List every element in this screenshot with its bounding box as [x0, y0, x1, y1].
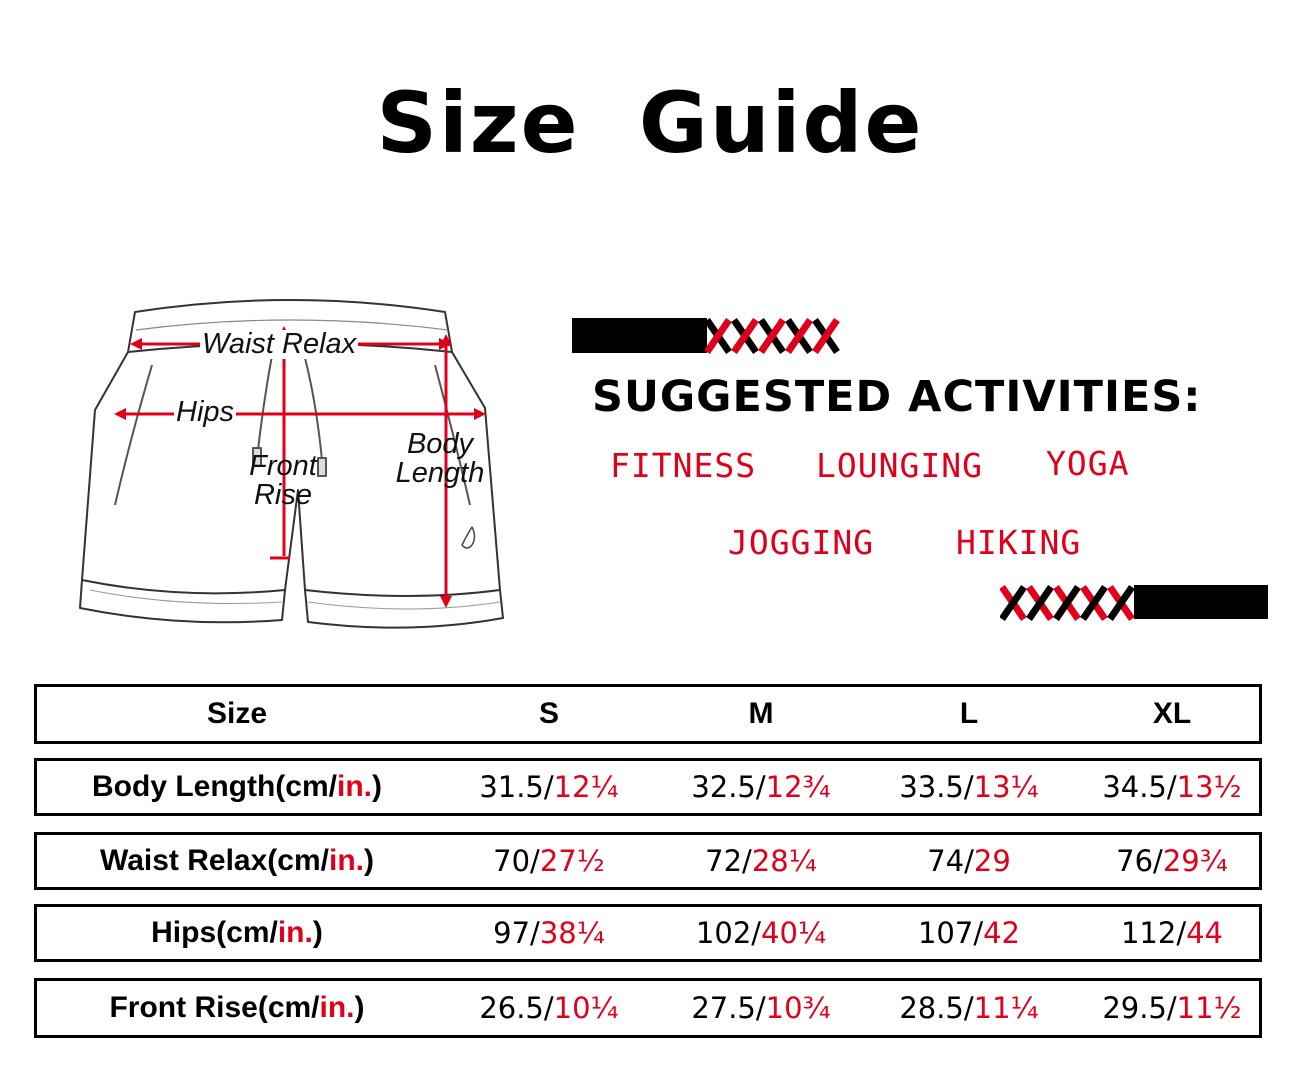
- cm-value: 27.5/: [691, 991, 766, 1025]
- inch-value: 11¼: [973, 991, 1039, 1025]
- inch-value: 27½: [539, 844, 605, 878]
- cm-value: 72/: [705, 844, 752, 878]
- row-label-prefix: Body Length(cm/: [92, 770, 337, 803]
- cm-value: 97/: [493, 916, 540, 950]
- cross-marks-bottom: [1000, 585, 1140, 621]
- size-m-header: M: [748, 697, 774, 730]
- value-cell: [661, 835, 861, 887]
- inch-value: 29¾: [1162, 844, 1228, 878]
- cm-value: 33.5/: [899, 770, 974, 804]
- row-label-prefix: Front Rise(cm/: [109, 991, 320, 1024]
- row-label-unit: in.: [337, 770, 372, 803]
- row-label-prefix: Waist Relax(cm/: [100, 844, 329, 877]
- page-title: Size Guide: [376, 74, 924, 172]
- inch-value: 13¼: [973, 770, 1039, 804]
- cm-value: 34.5/: [1102, 770, 1177, 804]
- activity-jogging: JOGGING: [728, 523, 875, 562]
- inch-value: 42: [983, 916, 1021, 950]
- cm-value: 107/: [917, 916, 984, 950]
- front-rise-label: Front Rise: [249, 450, 317, 511]
- size-l-header: L: [959, 697, 979, 730]
- hips-label: Hips: [176, 396, 235, 428]
- activity-fitness: FITNESS: [610, 446, 757, 485]
- row-label: [37, 981, 437, 1035]
- inch-value: 28¼: [751, 844, 817, 878]
- size-header-row: [34, 684, 1262, 744]
- row-label-prefix: Hips(cm/: [151, 916, 278, 949]
- row-label: [37, 907, 437, 959]
- value-cell: [1072, 761, 1272, 813]
- waist-relax-label: Waist Relax: [202, 328, 357, 360]
- inch-value: 12¾: [765, 770, 831, 804]
- size-xl-header: XL: [1152, 697, 1192, 730]
- cm-value: 70/: [493, 844, 540, 878]
- decorative-bar-bottom: [1134, 585, 1268, 619]
- inch-value: 38¼: [539, 916, 605, 950]
- cross-marks-top: [705, 318, 845, 354]
- value-cell: [449, 761, 649, 813]
- value-cell: [449, 981, 649, 1035]
- value-cell: [1072, 835, 1272, 887]
- activity-yoga: YOGA: [1046, 444, 1130, 483]
- body-length-row: [34, 758, 1262, 816]
- size-header-label: Size: [206, 697, 268, 730]
- row-label-suffix: ): [372, 770, 382, 803]
- shorts-measurement-diagram: [60, 290, 530, 650]
- value-cell: [661, 907, 861, 959]
- body-length-label: Body Length: [395, 428, 485, 489]
- value-cell: [1072, 981, 1272, 1035]
- value-cell: [661, 981, 861, 1035]
- inch-value: 10¾: [765, 991, 831, 1025]
- row-label-suffix: ): [363, 844, 374, 877]
- cm-value: 76/: [1116, 844, 1163, 878]
- activity-lounging: LOUNGING: [816, 446, 983, 485]
- hips-row: [34, 904, 1262, 962]
- value-cell: [869, 981, 1069, 1035]
- row-label: [37, 835, 437, 887]
- inch-value: 12¼: [553, 770, 619, 804]
- decorative-bar-top: [572, 318, 707, 353]
- inch-value: 44: [1186, 916, 1224, 950]
- value-cell: [449, 907, 649, 959]
- row-label-unit: in.: [319, 991, 355, 1024]
- inch-value: 10¼: [553, 991, 619, 1025]
- value-cell: [1072, 907, 1272, 959]
- cm-value: 26.5/: [479, 991, 554, 1025]
- value-cell: [449, 835, 649, 887]
- value-cell: [869, 835, 1069, 887]
- value-cell: [661, 761, 861, 813]
- cm-value: 32.5/: [691, 770, 766, 804]
- cm-value: 112/: [1120, 916, 1187, 950]
- activity-hiking: HIKING: [956, 523, 1082, 562]
- activities-heading: SUGGESTED ACTIVITIES:: [592, 372, 1202, 422]
- cm-value: 74/: [927, 844, 974, 878]
- inch-value: 40¼: [761, 916, 827, 950]
- cm-value: 29.5/: [1102, 991, 1177, 1025]
- front-rise-row: [34, 978, 1262, 1038]
- cm-value: 31.5/: [479, 770, 554, 804]
- row-label-suffix: ): [312, 916, 323, 949]
- value-cell: [869, 761, 1069, 813]
- size-s-header: S: [538, 697, 559, 730]
- row-label-suffix: ): [354, 991, 365, 1024]
- row-label: [37, 761, 437, 813]
- row-label-unit: in.: [277, 916, 313, 949]
- row-label-unit: in.: [328, 844, 364, 877]
- cm-value: 28.5/: [899, 991, 974, 1025]
- cm-value: 102/: [695, 916, 762, 950]
- inch-value: 29: [973, 844, 1011, 878]
- value-cell: [869, 907, 1069, 959]
- inch-value: 11½: [1176, 991, 1242, 1025]
- waist-relax-row: [34, 832, 1262, 890]
- inch-value: 13½: [1176, 770, 1242, 804]
